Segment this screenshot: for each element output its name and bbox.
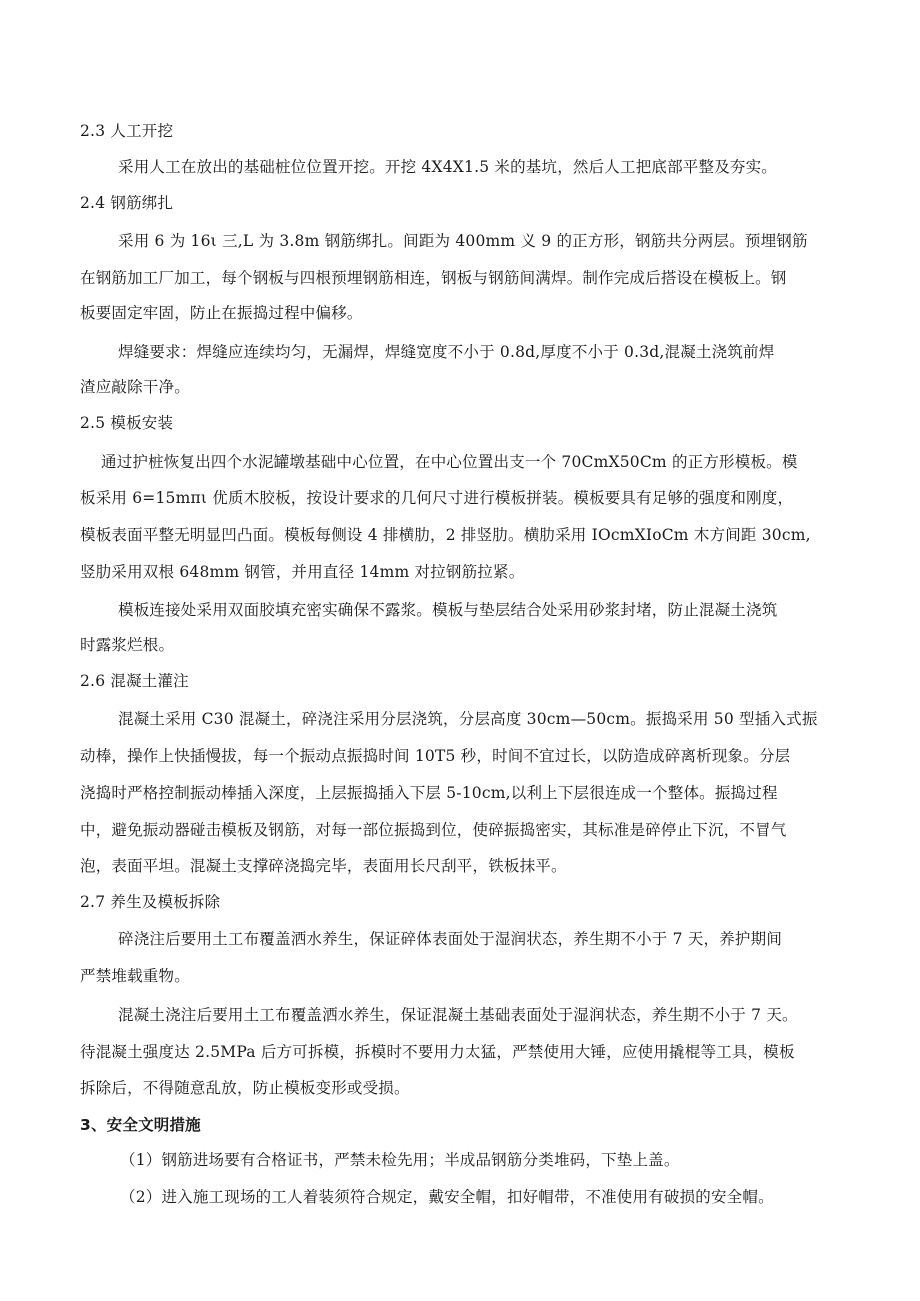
paragraph-line: 板采用 6=15mπι 优质木胶板，按设计要求的几何尺寸进行模板拼装。模板要具有足够的强度和刚度， bbox=[80, 489, 794, 507]
paragraph-line: 时露浆烂根。 bbox=[80, 636, 175, 654]
list-item-2: （2）进入施工现场的工人着装须符合规定，戴安全帽，扣好帽带，不准使用有破损的安全帽。 bbox=[120, 1188, 774, 1206]
heading-2-7: 2.7 养生及模板拆除 bbox=[80, 893, 221, 911]
paragraph-line: 严禁堆载重物。 bbox=[80, 967, 190, 985]
paragraph-line: 采用人工在放出的基础桩位位置开挖。开挖 4X4X1.5 米的基坑，然后人工把底部平整及夯实。 bbox=[118, 158, 777, 176]
paragraph-line: 泡，表面平坦。混凝土支撑碎浇捣完毕，表面用长尺刮平，铁板抹平。 bbox=[80, 857, 567, 875]
paragraph-line: 渣应敲除干净。 bbox=[80, 378, 190, 396]
paragraph-line: 在钢筋加工厂加工，每个钢板与四根预埋钢筋相连，钢板与钢筋间满焊。制作完成后搭设在模板上。钢 bbox=[80, 269, 787, 287]
paragraph-line: 拆除后，不得随意乱放，防止模板变形或受损。 bbox=[80, 1079, 410, 1097]
heading-3-safety: 3、安全文明措施 bbox=[80, 1116, 201, 1134]
paragraph-line: 采用 6 为 16ι 三,L 为 3.8m 钢筋绑扎。间距为 400mm 义 9 的正方形，钢筋共分两层。预埋钢筋 bbox=[118, 232, 808, 250]
paragraph-line: 混凝土采用 C30 混凝土，碎浇注采用分层浇筑，分层高度 30cm—50cm。振捣采用 50 型插入式振 bbox=[118, 710, 818, 728]
paragraph-line: 板要固定牢固，防止在振捣过程中偏移。 bbox=[80, 304, 363, 322]
paragraph-line: 通过护桩恢复出四个水泥罐墩基础中心位置，在中心位置出支一个 70CmX50Cm 的正方形模板。模 bbox=[101, 453, 798, 471]
paragraph-line: 混凝土浇注后要用土工布覆盖洒水养生，保证混凝土基础表面处于湿润状态，养生期不小于 7 天。 bbox=[118, 1006, 798, 1024]
paragraph-line: 焊缝要求：焊缝应连续均匀，无漏焊，焊缝宽度不小于 0.8d,厚度不小于 0.3d,混凝土浇筑前焊 bbox=[118, 343, 775, 361]
paragraph-line: 竖肋采用双根 648mm 钢管，并用直径 14mm 对拉钢筋拉紧。 bbox=[80, 563, 525, 581]
paragraph-line: 待混凝土强度达 2.5MPa 后方可拆模，拆模时不要用力太猛，严禁使用大锤，应使用撬棍等工具，模板 bbox=[80, 1043, 795, 1061]
paragraph-line: 浇捣时严格控制振动棒插入深度，上层振捣插入下层 5-10cm,以利上下层很连成一个整体。振捣过程 bbox=[80, 784, 778, 802]
heading-2-4: 2.4 钢筋绑扎 bbox=[80, 194, 174, 212]
heading-2-5: 2.5 模板安装 bbox=[80, 414, 174, 432]
heading-2-3: 2.3 人工开挖 bbox=[80, 122, 174, 140]
paragraph-line: 中，避免振动器碰击模板及钢筋，对每一部位振捣到位，使碎振捣密实，其标准是碎停止下沉，不冒气 bbox=[80, 821, 787, 839]
heading-2-6: 2.6 混凝土灌注 bbox=[80, 672, 189, 690]
paragraph-line: 模板表面平整无明显凹凸面。模板每侧设 4 排横肋，2 排竖肋。横肋采用 IOcmXIoCm 木方间距 30cm, bbox=[80, 526, 811, 544]
list-item-1: （1）钢筋进场要有合格证书，严禁未检先用；半成品钢筋分类堆码，下垫上盖。 bbox=[120, 1151, 680, 1169]
paragraph-line: 模板连接处采用双面胶填充密实确保不露浆。模板与垫层结合处采用砂浆封堵，防止混凝土浇筑 bbox=[118, 601, 778, 619]
paragraph-line: 动棒，操作上快插慢拔，每一个振动点振捣时间 10T5 秒，时间不宜过长，以防造成碎离析现象。分层 bbox=[80, 747, 791, 765]
paragraph-line: 碎浇注后要用土工布覆盖洒水养生，保证碎体表面处于湿润状态，养生期不小于 7 天，养护期间 bbox=[118, 930, 783, 948]
